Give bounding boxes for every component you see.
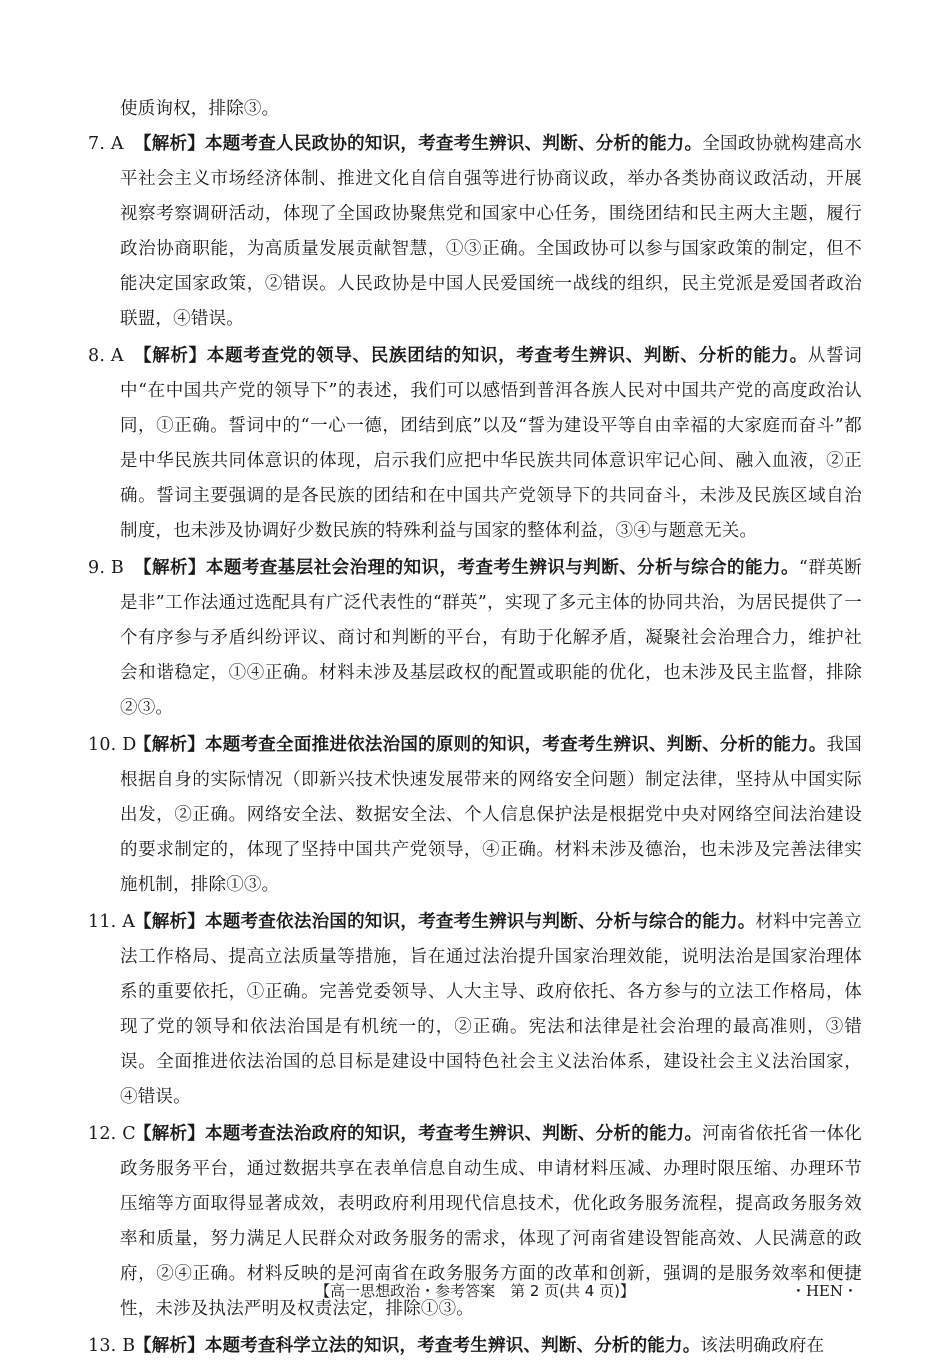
answer-number: 9. B (88, 558, 124, 578)
answer-number: 8. A (88, 346, 124, 366)
analysis-tag: 【解析】 (134, 1124, 206, 1144)
analysis-body: 该法明确政府在 (700, 1336, 825, 1356)
continuation-text: 使质询权，排除③。 (120, 99, 280, 119)
answer-number: 7. A (88, 134, 124, 154)
answer-item (88, 339, 862, 549)
analysis-tag: 【解析】 (134, 1336, 205, 1356)
footer-page-info: 【高一思想政治・参考答案 第 2 页(共 4 页)】 (315, 1282, 635, 1300)
answer-paragraph (120, 1336, 824, 1356)
analysis-tag: 【解析】 (134, 735, 206, 755)
footer-code: ・HEN・ (790, 1282, 858, 1300)
answer-number: 13. B (88, 1336, 136, 1356)
analysis-lead: 本题考查全面推进依法治国的原则的知识，考查考生辨识、判断、分析的能力。 (205, 735, 827, 755)
answer-content (88, 92, 862, 1366)
answer-paragraph (120, 735, 862, 895)
page-footer (0, 1277, 950, 1305)
analysis-tag: 【解析】 (134, 558, 206, 578)
analysis-body: 我国根据自身的实际情况（即新兴技术快速发展带来的网络安全问题）制定法律，坚持从中国实际出发，②正确。网络安全法、数据安全法、个人信息保护法是根据党中央对网络空间法治建设的要求制定的，体现了坚持中国共产党领导，④正确。材料未涉及德治，也未涉及完善法律实施机制，排除①③。 (120, 735, 862, 895)
analysis-lead: 本题考查科学立法的知识，考查考生辨识、判断、分析的能力。 (204, 1336, 701, 1356)
answer-item (88, 905, 862, 1115)
analysis-lead: 本题考查党的领导、民族团结的知识，考查考生辨识、判断、分析的能力。 (206, 346, 808, 366)
answer-paragraph (120, 912, 862, 1107)
analysis-body: “群英断是非”工作法通过选配具有广泛代表性的“群英”，实现了多元主体的协同共治，为居民提供了一个有序参与矛盾纠纷评议、商讨和判断的平台，有助于化解矛盾，凝聚社会治理合力，维护社会和谐稳定，①④正确。材料未涉及基层政权的配置或职能的优化，也未涉及民主监督，排除②③。 (120, 558, 862, 718)
analysis-lead: 本题考查基层社会治理的知识，考查考生辨识与判断、分析与综合的能力。 (205, 558, 799, 578)
analysis-lead: 本题考查人民政协的知识，考查考生辨识、判断、分析的能力。 (205, 134, 703, 154)
answer-item (88, 551, 862, 726)
analysis-tag: 【解析】 (134, 346, 207, 366)
analysis-tag: 【解析】 (134, 912, 206, 932)
answer-list (88, 127, 862, 1364)
analysis-body: 材料中完善立法工作格局、提高立法质量等措施，旨在通过法治提升国家治理效能，说明法治是国家治理体系的重要依托，①正确。完善党委领导、人大主导、政府依托、各方参与的立法工作格局，体现了党的领导和依法治国是有机统一的，②正确。宪法和法律是社会治理的最高准则，③错误。全面推进依法治国的总目标是建设中国特色社会主义法治体系，建设社会主义法治国家，④错误。 (120, 912, 862, 1107)
analysis-lead: 本题考查法治政府的知识，考查考生辨识、判断、分析的能力。 (205, 1124, 703, 1144)
analysis-body: 全国政协就构建高水平社会主义市场经济体制、推进文化自信自强等进行协商议政，举办各类协商议政活动，开展视察考察调研活动，体现了全国政协聚焦党和国家中心任务，围绕团结和民主两大主题，履行政治协商职能，为高质量发展贡献智慧，①③正确。全国政协可以参与国家政策的制定，但不能决定国家政策，②错误。人民政协是中国人民爱国统一战线的组织，民主党派是爱国者政治联盟，④错误。 (120, 134, 862, 329)
answer-item (88, 1329, 862, 1364)
answer-number: 11. A (88, 912, 136, 932)
answer-paragraph (120, 558, 862, 718)
answer-paragraph (120, 346, 862, 541)
answer-item (88, 728, 862, 903)
analysis-tag: 【解析】 (134, 134, 206, 154)
analysis-body: 河南省依托省一体化政务服务平台，通过数据共享在表单信息自动生成、申请材料压减、办理时限压缩、办理环节压缩等方面取得显著成效，表明政府利用现代信息技术，优化政务服务流程，提高政务服务效率和质量，努力满足人民群众对政务服务的需求，体现了河南省建设智能高效、人民满意的政府，②④正确。材料反映的是河南省在政务服务方面的改革和创新，强调的是服务效率和便捷性，未涉及执法严明及权责法定，排除①③。 (120, 1124, 862, 1319)
analysis-body: 从誓词中“在中国共产党的领导下”的表述，我们可以感悟到普洱各族人民对中国共产党的高度政治认同，①正确。誓词中的“一心一德，团结到底”以及“誓为建设平等自由幸福的大家庭而奋斗”都是中华民族共同体意识的体现，启示我们应把中华民族共同体意识牢记心间、融入血液，②正确。誓词主要强调的是各民族的团结和在中国共产党领导下的共同奋斗，未涉及民族区域自治制度，也未涉及协调好少数民族的特殊利益与国家的整体利益，③④与题意无关。 (120, 346, 862, 541)
answer-paragraph (120, 134, 862, 329)
answer-item (88, 127, 862, 337)
analysis-lead: 本题考查依法治国的知识，考查考生辨识与判断、分析与综合的能力。 (205, 912, 756, 932)
answer-number: 12. C (88, 1124, 136, 1144)
answer-number: 10. D (88, 735, 137, 755)
